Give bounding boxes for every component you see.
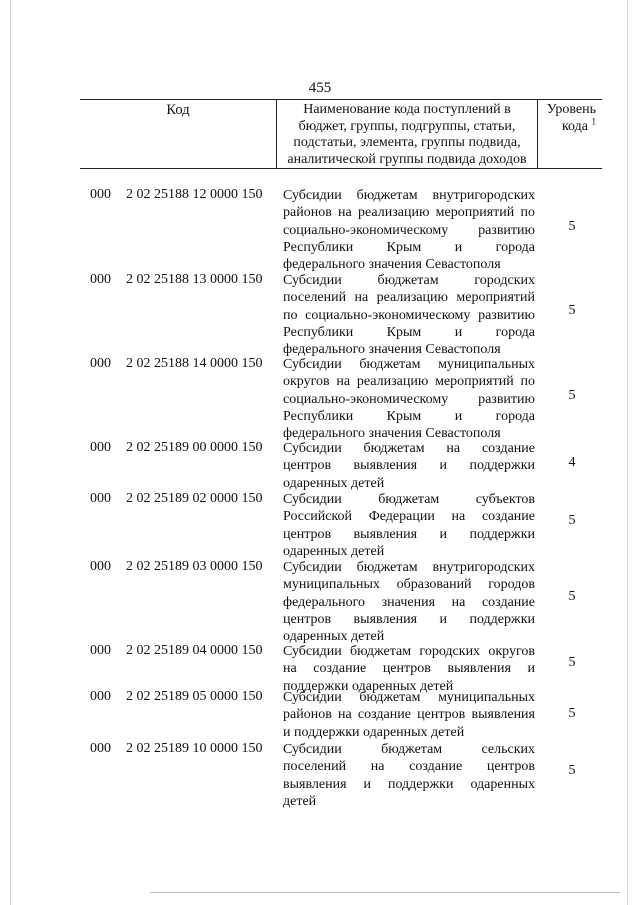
revenue-name-line: Субсидии бюджетам внутригородских [283,188,535,203]
admin-code: 000 [90,643,111,658]
revenue-name-line: федерального значения Севастополя [283,257,501,273]
revenue-name-line: одаренных детей [283,629,385,645]
revenue-name-line: центров выявления и поддержки [283,458,535,474]
revenue-name-line: и поддержки одаренных детей [283,724,465,740]
revenue-code: 2 02 25189 03 0000 150 [126,559,263,574]
revenue-code: 2 02 25189 05 0000 150 [126,689,263,704]
footnote-marker: 1 [591,115,596,126]
revenue-code: 2 02 25188 13 0000 150 [126,272,263,287]
revenue-name-line: Субсидии бюджетам муниципальных [283,690,535,705]
revenue-code: 2 02 25189 02 0000 150 [126,491,263,506]
revenue-code: 2 02 25188 14 0000 150 [126,356,263,371]
revenue-name-line: выявления и поддержки одаренных [283,776,535,792]
header-divider [276,100,277,168]
revenue-name-line: Субсидии бюджетам городских [283,273,535,288]
revenue-name [283,491,535,560]
revenue-name-line: Субсидии бюджетам сельских [283,742,535,757]
revenue-name-line: Республики Крым и города [283,239,535,255]
revenue-name-line: одаренных детей [283,543,385,559]
revenue-name [283,272,535,358]
admin-code: 000 [90,689,111,704]
header-name-line: аналитической группы подвида доходов [287,151,527,167]
revenue-name-line: поддержки одаренных детей [283,678,454,694]
revenue-name-line: социально-экономическому развитию [283,391,535,407]
revenue-name-line: одаренных детей [283,475,385,491]
revenue-name-line: Субсидии бюджетам муниципальных [283,357,535,372]
revenue-name [283,440,535,492]
level-value: 5 [568,763,576,778]
header-code: Код [166,102,190,118]
page-number: 455 [308,80,332,96]
revenue-name-line: центров выявления и поддержки [283,526,535,542]
page-edge-bottom [150,892,620,893]
level-value: 5 [568,513,576,528]
revenue-name-line: районов на реализацию мероприятий по [283,205,535,221]
page-edge-left [10,0,11,905]
revenue-name-line: по социально-экономическому развитию [283,307,535,323]
revenue-name-line: поселений на создание центров [283,759,535,775]
revenue-name-line: Субсидии бюджетам субъектов [283,492,535,507]
header-name-line: подстатьи, элемента, группы подвида, [293,135,521,150]
revenue-code: 2 02 25188 12 0000 150 [126,187,263,202]
admin-code: 000 [90,356,111,371]
admin-code: 000 [90,187,111,202]
revenue-name [283,741,535,810]
header-level-text: кода [561,118,588,134]
admin-code: 000 [90,559,111,574]
revenue-name-line: федерального значения на создание [283,594,535,610]
level-value: 4 [568,455,576,470]
admin-code: 000 [90,741,111,756]
revenue-name-line: Республики Крым и города [283,408,535,424]
revenue-name-line: федерального значения Севастополя [283,342,501,358]
header-name [278,102,536,168]
header-divider [537,100,538,168]
revenue-code: 2 02 25189 10 0000 150 [126,741,263,756]
revenue-name-line: на создание центров выявления и [283,661,535,677]
revenue-name-line: Субсидии бюджетам внутригородских [283,560,535,575]
revenue-name-line: поселений на реализацию мероприятий [283,290,535,306]
revenue-name [283,187,535,273]
level-value: 5 [568,303,576,318]
revenue-name-line: округов на реализацию мероприятий по [283,374,535,390]
admin-code: 000 [90,440,111,455]
revenue-code: 2 02 25189 04 0000 150 [126,643,263,658]
header-level [539,102,600,135]
revenue-name-line: муниципальных образований городов [283,577,535,593]
revenue-name-line: Субсидии бюджетам на создание [283,441,535,456]
revenue-code: 2 02 25189 00 0000 150 [126,440,263,455]
level-value: 5 [568,388,576,403]
revenue-name-line: детей [283,793,317,809]
level-value: 5 [568,706,576,721]
revenue-name-line: Республики Крым и города [283,324,535,340]
revenue-name [283,356,535,442]
page-edge-right [627,0,628,905]
admin-code: 000 [90,491,111,506]
revenue-name [283,689,535,741]
revenue-name-line: центров выявления и поддержки [283,611,535,627]
header-name-line: Наименование кода поступлений в [303,102,511,117]
level-value: 5 [568,655,576,670]
revenue-name [283,559,535,645]
revenue-name-line: Российской Федерации на создание [283,509,535,525]
revenue-name-line: социально-экономическому развитию [283,222,535,238]
level-value: 5 [568,589,576,604]
revenue-name-line: федерального значения Севастополя [283,426,501,442]
revenue-name-line: районов на создание центров выявления [283,707,535,723]
header-name-line: бюджет, группы, подгруппы, статьи, [298,118,516,134]
revenue-name-line: Субсидии бюджетам городских округов [283,644,535,659]
admin-code: 000 [90,272,111,287]
header-level-line [539,115,596,136]
header-level-line: Уровень [546,102,596,117]
revenue-name [283,643,535,695]
level-value: 5 [568,219,576,234]
table-header [80,99,602,169]
